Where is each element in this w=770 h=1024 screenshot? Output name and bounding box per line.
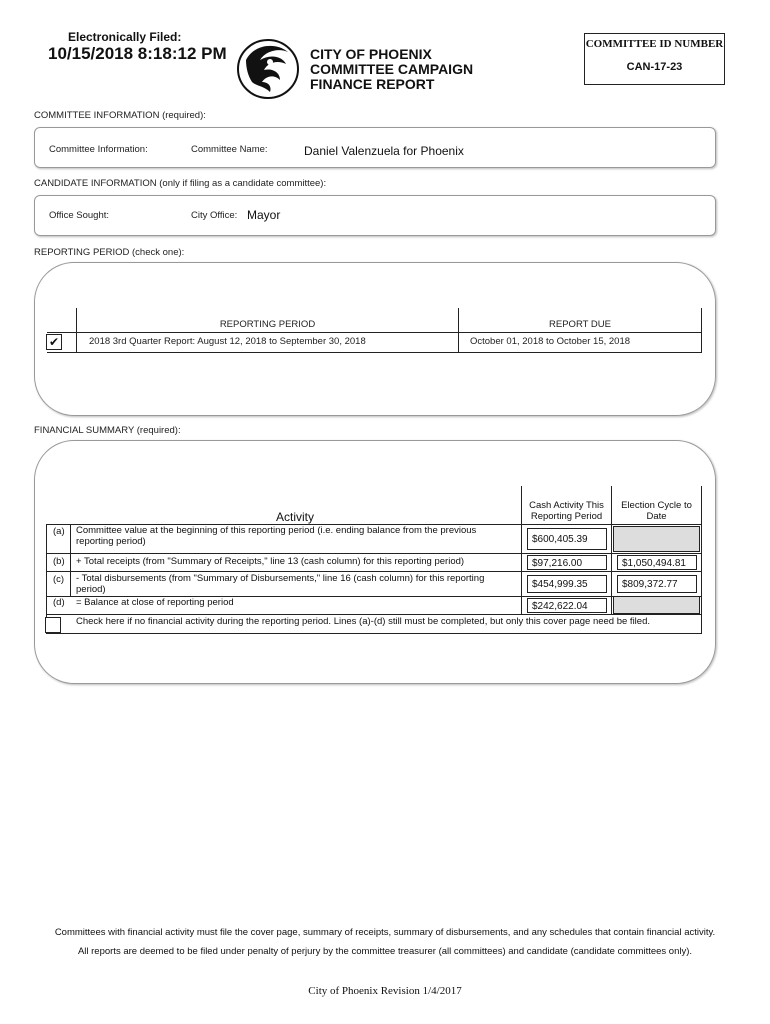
row-c-cycle: $809,372.77 — [617, 575, 697, 593]
title-line-1: CITY OF PHOENIX — [310, 46, 432, 62]
cash-activity-header: Cash Activity This Reporting Period — [529, 500, 604, 522]
financial-summary-table — [46, 486, 702, 634]
committee-id-label: COMMITTEE ID NUMBER — [585, 38, 724, 50]
city-office-label: City Office: — [191, 210, 238, 221]
footer-note-1: Committees with financial activity must file the cover page, summary of receipts, summary of disbursements, and any schedules that contain financial activity. — [54, 927, 716, 938]
column-divider — [458, 308, 459, 353]
financial-summary-heading: FINANCIAL SUMMARY (required): — [34, 425, 181, 436]
period-row-text: 2018 3rd Quarter Report: August 12, 2018 to September 30, 2018 — [89, 336, 366, 347]
row-d-letter: (d) — [53, 597, 65, 608]
committee-info-heading: COMMITTEE INFORMATION (required): — [34, 110, 206, 121]
row-b-text: + Total receipts (from "Summary of Receipts," line 13 (cash column) for this reporting period) — [76, 556, 465, 567]
committee-name-value: Daniel Valenzuela for Phoenix — [304, 144, 464, 158]
row-d-cash: $242,622.04 — [527, 598, 607, 613]
phoenix-bird-logo-icon — [236, 38, 300, 100]
row-bottom-border — [47, 352, 701, 353]
fs-line — [46, 633, 702, 634]
row-d-cycle-shaded — [613, 596, 700, 614]
row-c-cash: $454,999.35 — [527, 575, 607, 593]
col-report-due: REPORT DUE — [549, 319, 611, 330]
committee-id-value: CAN-17-23 — [626, 61, 683, 73]
row-c-text: - Total disbursements (from "Summary of Disbursements," line 16 (cash column) for this reporting period) — [76, 573, 485, 595]
report-title — [310, 47, 473, 92]
row-a-text: Committee value at the beginning of this reporting period (i.e. ending balance from the previous reporting period) — [76, 525, 477, 547]
committee-info-box — [34, 127, 716, 168]
committee-info-label: Committee Information: — [49, 144, 148, 155]
city-office-value: Mayor — [247, 208, 281, 222]
row-b-cash: $97,216.00 — [527, 555, 607, 570]
period-row-due: October 01, 2018 to October 15, 2018 — [470, 336, 631, 347]
footer-note-2: All reports are deemed to be filed under penalty of perjury by the committee treasurer (all committees) and candidate (candidate committees only). — [77, 946, 693, 957]
reporting-period-heading: REPORTING PERIOD (check one): — [34, 247, 185, 258]
col-reporting-period: REPORTING PERIOD — [219, 319, 316, 330]
fs-line — [46, 571, 702, 572]
fs-line — [46, 614, 702, 615]
committee-id-box — [584, 33, 725, 85]
election-cycle-header: Election Cycle to Date — [621, 500, 692, 522]
row-d-text: = Balance at close of reporting period — [76, 597, 234, 608]
row-a-cash: $600,405.39 — [527, 528, 607, 550]
row-b-cycle: $1,050,494.81 — [617, 555, 697, 570]
filed-label: Electronically Filed: — [68, 30, 182, 44]
fs-line — [70, 524, 71, 596]
fs-line — [701, 486, 702, 634]
reporting-period-table — [76, 308, 702, 353]
candidate-info-box — [34, 195, 716, 236]
no-activity-text: Check here if no financial activity during the reporting period. Lines (a)-(d) still must be completed, but only this cover page need be filed. — [76, 616, 650, 627]
no-activity-checkbox[interactable] — [45, 617, 61, 633]
row-a-letter: (a) — [53, 526, 65, 537]
candidate-info-heading: CANDIDATE INFORMATION (only if filing as a candidate committee): — [34, 178, 327, 189]
office-sought-label: Office Sought: — [49, 210, 110, 221]
row-a-cycle-shaded — [613, 526, 700, 552]
fs-line — [46, 553, 702, 554]
row-top-border — [47, 332, 701, 333]
activity-header: Activity — [276, 510, 315, 524]
period-checkbox[interactable]: ✔ — [46, 334, 62, 350]
title-line-3: FINANCE REPORT — [310, 76, 435, 92]
row-b-letter: (b) — [53, 556, 65, 567]
committee-name-label: Committee Name: — [191, 144, 268, 155]
title-line-2: COMMITTEE CAMPAIGN — [310, 61, 474, 77]
row-c-letter: (c) — [53, 574, 65, 585]
revision-note: City of Phoenix Revision 1/4/2017 — [308, 985, 462, 997]
filed-datetime: 10/15/2018 8:18:12 PM — [48, 44, 227, 63]
